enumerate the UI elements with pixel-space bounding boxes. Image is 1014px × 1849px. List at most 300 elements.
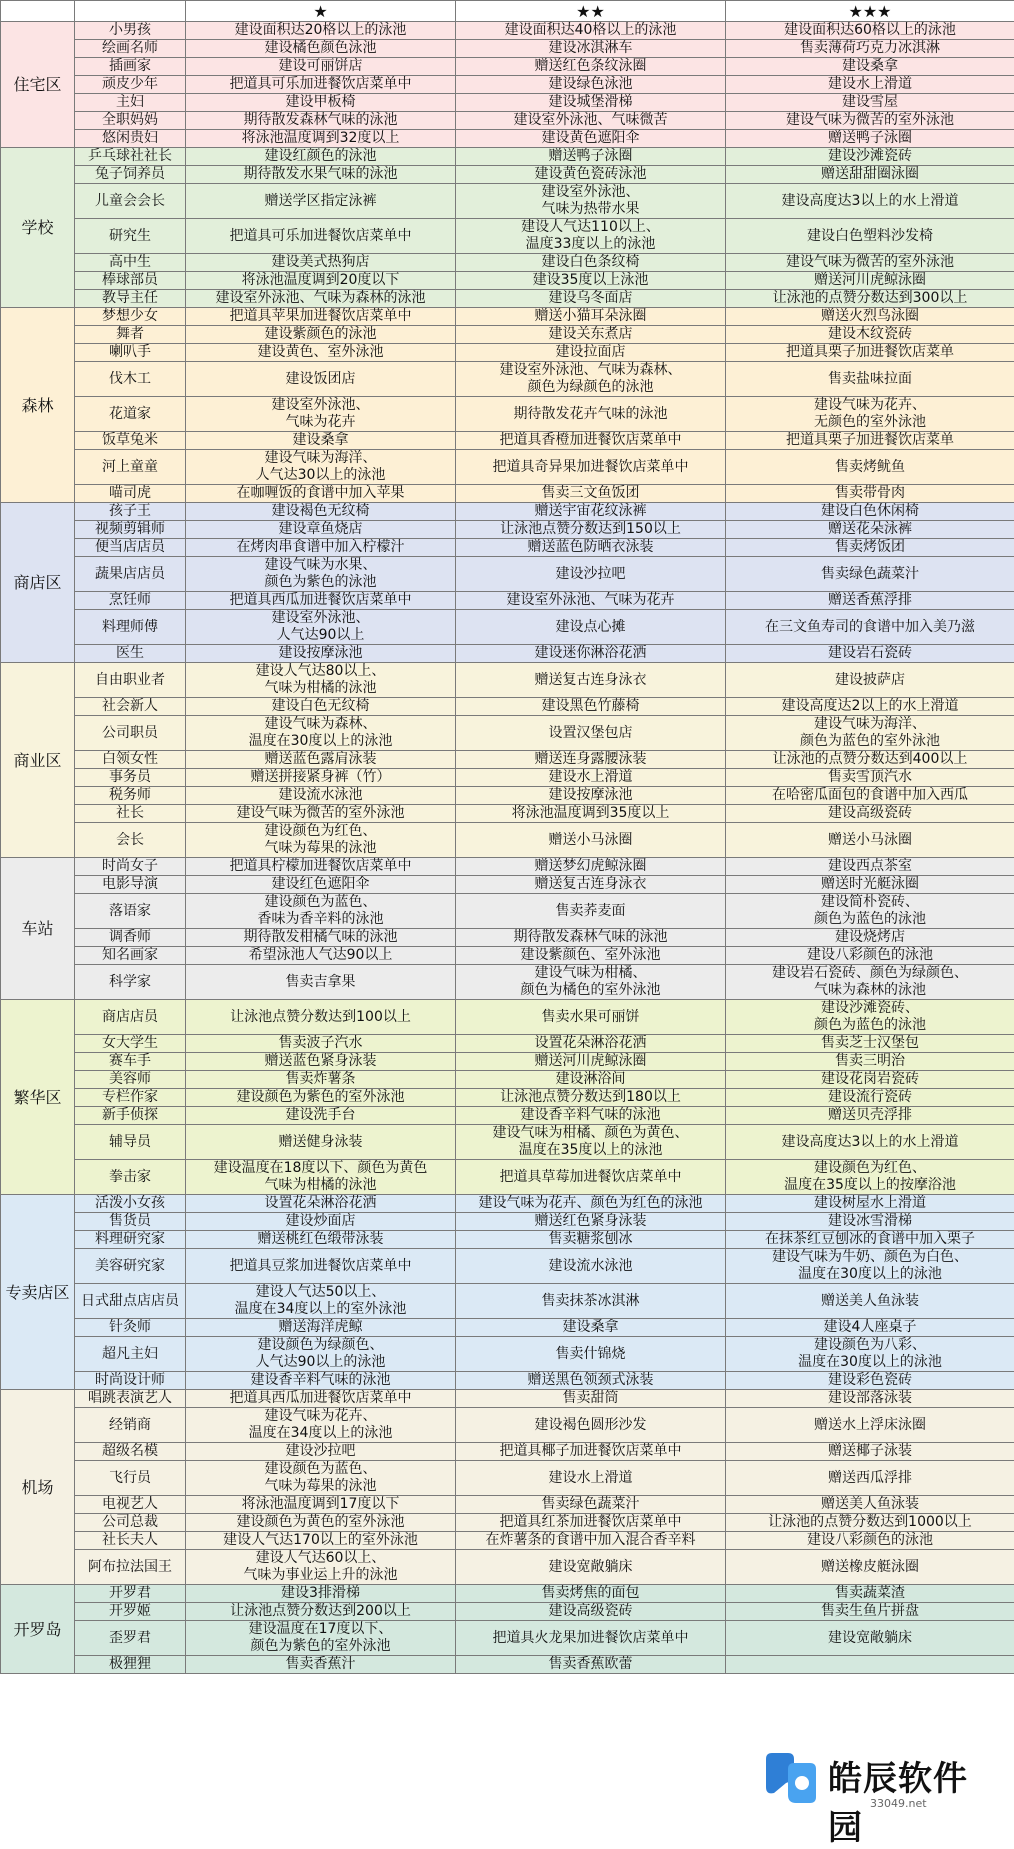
two-star-task: 赠送复古连身泳衣 bbox=[456, 876, 726, 894]
table-row bbox=[1, 1372, 1014, 1390]
three-star-task: 把道具栗子加进餐饮店菜单 bbox=[726, 344, 1014, 362]
three-star-task: 在抹茶红豆刨冰的食谱中加入栗子 bbox=[726, 1231, 1014, 1249]
three-star-task: 建设桑拿 bbox=[726, 58, 1014, 76]
character-name: 辅导员 bbox=[75, 1125, 186, 1160]
table-row bbox=[1, 823, 1014, 858]
area-name: 住宅区 bbox=[1, 22, 75, 148]
header-character bbox=[75, 1, 186, 22]
character-name: 梦想少女 bbox=[75, 308, 186, 326]
two-star-task: 赠送小马泳圈 bbox=[456, 823, 726, 858]
three-star-task: 建设气味为海洋、 颜色为蓝色的室外泳池 bbox=[726, 716, 1014, 751]
character-name: 拳击家 bbox=[75, 1160, 186, 1195]
table-row bbox=[1, 1585, 1014, 1603]
table-row bbox=[1, 805, 1014, 823]
table-row bbox=[1, 308, 1014, 326]
three-star-task: 赠送小马泳圈 bbox=[726, 823, 1014, 858]
two-star-task: 建设冰淇淋车 bbox=[456, 40, 726, 58]
character-name: 电视艺人 bbox=[75, 1496, 186, 1514]
three-star-task: 把道具栗子加进餐饮店菜单 bbox=[726, 432, 1014, 450]
character-name: 棒球部员 bbox=[75, 272, 186, 290]
character-name: 舞者 bbox=[75, 326, 186, 344]
character-name: 社长 bbox=[75, 805, 186, 823]
two-star-task: 赠送蓝色防晒衣泳装 bbox=[456, 539, 726, 557]
character-name: 高中生 bbox=[75, 254, 186, 272]
character-name: 主妇 bbox=[75, 94, 186, 112]
one-star-task: 建设室外泳池、气味为森林的泳池 bbox=[186, 290, 456, 308]
two-star-task: 把道具奇异果加进餐饮店菜单中 bbox=[456, 450, 726, 485]
three-star-task: 售卖烤鱿鱼 bbox=[726, 450, 1014, 485]
character-name: 日式甜点店店员 bbox=[75, 1284, 186, 1319]
one-star-task: 建设洗手台 bbox=[186, 1107, 456, 1125]
one-star-task: 建设流水泳池 bbox=[186, 787, 456, 805]
three-star-task: 建设水上滑道 bbox=[726, 76, 1014, 94]
character-name: 活泼小女孩 bbox=[75, 1195, 186, 1213]
table-row bbox=[1, 1532, 1014, 1550]
table-row bbox=[1, 1443, 1014, 1461]
area-name: 机场 bbox=[1, 1390, 75, 1585]
two-star-task: 赠送梦幻虎鲸泳圈 bbox=[456, 858, 726, 876]
two-star-task: 赠送宇宙花纹泳裤 bbox=[456, 503, 726, 521]
one-star-task: 建设人气达170以上的室外泳池 bbox=[186, 1532, 456, 1550]
one-star-task: 赠送学区指定泳裤 bbox=[186, 184, 456, 219]
table-row bbox=[1, 716, 1014, 751]
three-star-task: 赠送鸭子泳圈 bbox=[726, 130, 1014, 148]
table-row bbox=[1, 344, 1014, 362]
character-name: 料理师傅 bbox=[75, 610, 186, 645]
area-name: 开罗岛 bbox=[1, 1585, 75, 1674]
table-row bbox=[1, 1231, 1014, 1249]
area-name: 森林 bbox=[1, 308, 75, 503]
character-name: 开罗君 bbox=[75, 1585, 186, 1603]
three-star-task: 赠送火烈鸟泳圈 bbox=[726, 308, 1014, 326]
three-star-task: 建设披萨店 bbox=[726, 663, 1014, 698]
table-row bbox=[1, 1621, 1014, 1656]
one-star-task: 建设颜色为绿颜色、 人气达90以上的泳池 bbox=[186, 1337, 456, 1372]
one-star-task: 把道具西瓜加进餐饮店菜单中 bbox=[186, 1390, 456, 1408]
one-star-task: 期待散发柑橘气味的泳池 bbox=[186, 929, 456, 947]
two-star-task: 建设水上滑道 bbox=[456, 1461, 726, 1496]
three-star-task: 建设气味为微苦的室外泳池 bbox=[726, 254, 1014, 272]
two-star-task: 建设气味为柑橘、 颜色为橘色的室外泳池 bbox=[456, 965, 726, 1000]
one-star-task: 建设可丽饼店 bbox=[186, 58, 456, 76]
two-star-task: 建设宽敞躺床 bbox=[456, 1550, 726, 1585]
one-star-task: 把道具柠檬加进餐饮店菜单中 bbox=[186, 858, 456, 876]
three-star-task: 赠送时光艇泳圈 bbox=[726, 876, 1014, 894]
one-star-task: 售卖炸薯条 bbox=[186, 1071, 456, 1089]
three-star-task: 在三文鱼寿司的食谱中加入美乃滋 bbox=[726, 610, 1014, 645]
character-name: 孩子王 bbox=[75, 503, 186, 521]
character-name: 专栏作家 bbox=[75, 1089, 186, 1107]
one-star-task: 建设颜色为蓝色、 气味为莓果的泳池 bbox=[186, 1461, 456, 1496]
two-star-task: 赠送红色条纹泳圈 bbox=[456, 58, 726, 76]
one-star-task: 建设温度在17度以下、 颜色为紫色的室外泳池 bbox=[186, 1621, 456, 1656]
three-star-task: 建设高级瓷砖 bbox=[726, 805, 1014, 823]
three-star-task: 建设沙滩瓷砖 bbox=[726, 148, 1014, 166]
table-row bbox=[1, 557, 1014, 592]
character-name: 教导主任 bbox=[75, 290, 186, 308]
three-star-task: 建设颜色为红色、 温度在35度以上的按摩浴池 bbox=[726, 1160, 1014, 1195]
three-star-task: 建设高度达3以上的水上滑道 bbox=[726, 184, 1014, 219]
two-star-task: 让泳池点赞分数达到180以上 bbox=[456, 1089, 726, 1107]
two-star-task: 售卖三文鱼饭团 bbox=[456, 485, 726, 503]
character-name: 电影导演 bbox=[75, 876, 186, 894]
one-star-task: 建设面积达20格以上的泳池 bbox=[186, 22, 456, 40]
character-name: 烹饪师 bbox=[75, 592, 186, 610]
two-star-task: 建设绿色泳池 bbox=[456, 76, 726, 94]
character-name: 极狸狸 bbox=[75, 1656, 186, 1674]
two-star-task: 建设乌冬面店 bbox=[456, 290, 726, 308]
table-row bbox=[1, 1249, 1014, 1284]
header-row bbox=[1, 1, 1014, 22]
two-star-task: 建设气味为柑橘、颜色为黄色、 温度在35度以上的泳池 bbox=[456, 1125, 726, 1160]
header-two-star: ★★ bbox=[456, 1, 726, 22]
character-name: 新手侦探 bbox=[75, 1107, 186, 1125]
two-star-task: 赠送复古连身泳衣 bbox=[456, 663, 726, 698]
area-name: 专卖店区 bbox=[1, 1195, 75, 1390]
character-name: 商店店员 bbox=[75, 1000, 186, 1035]
one-star-task: 让泳池点赞分数达到200以上 bbox=[186, 1603, 456, 1621]
table-row bbox=[1, 1461, 1014, 1496]
character-name: 兔子饲养员 bbox=[75, 166, 186, 184]
two-star-task: 设置汉堡包店 bbox=[456, 716, 726, 751]
character-name: 超凡主妇 bbox=[75, 1337, 186, 1372]
table-row bbox=[1, 1337, 1014, 1372]
two-star-task: 建设白色条纹椅 bbox=[456, 254, 726, 272]
two-star-task: 建设水上滑道 bbox=[456, 769, 726, 787]
header-one-star: ★ bbox=[186, 1, 456, 22]
three-star-task: 建设气味为牛奶、颜色为白色、 温度在30度以上的泳池 bbox=[726, 1249, 1014, 1284]
area-name: 车站 bbox=[1, 858, 75, 1000]
one-star-task: 建设紫颜色的泳池 bbox=[186, 326, 456, 344]
one-star-task: 建设颜色为蓝色、 香味为香辛料的泳池 bbox=[186, 894, 456, 929]
three-star-task: 建设部落泳装 bbox=[726, 1390, 1014, 1408]
table-row bbox=[1, 94, 1014, 112]
table-row bbox=[1, 1071, 1014, 1089]
three-star-task: 建设花岗岩瓷砖 bbox=[726, 1071, 1014, 1089]
area-name: 商业区 bbox=[1, 663, 75, 858]
table-row bbox=[1, 1319, 1014, 1337]
two-star-task: 期待散发花卉气味的泳池 bbox=[456, 397, 726, 432]
one-star-task: 售卖吉拿果 bbox=[186, 965, 456, 1000]
three-star-task: 赠送橡皮艇泳圈 bbox=[726, 1550, 1014, 1585]
one-star-task: 设置花朵淋浴花洒 bbox=[186, 1195, 456, 1213]
one-star-task: 建设温度在18度以下、颜色为黄色 气味为柑橘的泳池 bbox=[186, 1160, 456, 1195]
table-row bbox=[1, 751, 1014, 769]
two-star-task: 建设黑色竹藤椅 bbox=[456, 698, 726, 716]
character-name: 税务师 bbox=[75, 787, 186, 805]
one-star-task: 建设按摩泳池 bbox=[186, 645, 456, 663]
one-star-task: 建设褐色无纹椅 bbox=[186, 503, 456, 521]
table-row bbox=[1, 1089, 1014, 1107]
three-star-task: 让泳池的点赞分数达到1000以上 bbox=[726, 1514, 1014, 1532]
three-star-task: 赠送水上浮床泳圈 bbox=[726, 1408, 1014, 1443]
three-star-task: 建设流行瓷砖 bbox=[726, 1089, 1014, 1107]
two-star-task: 售卖荞麦面 bbox=[456, 894, 726, 929]
one-star-task: 赠送蓝色露肩泳装 bbox=[186, 751, 456, 769]
table-row bbox=[1, 610, 1014, 645]
area-name: 学校 bbox=[1, 148, 75, 308]
one-star-task: 建设红色遮阳伞 bbox=[186, 876, 456, 894]
three-star-task: 让泳池的点赞分数达到300以上 bbox=[726, 290, 1014, 308]
table-row bbox=[1, 894, 1014, 929]
character-name: 针灸师 bbox=[75, 1319, 186, 1337]
two-star-task: 让泳池点赞分数达到150以上 bbox=[456, 521, 726, 539]
character-name: 知名画家 bbox=[75, 947, 186, 965]
three-star-task: 建设简朴瓷砖、 颜色为蓝色的泳池 bbox=[726, 894, 1014, 929]
table-row bbox=[1, 1053, 1014, 1071]
three-star-task: 建设沙滩瓷砖、 颜色为蓝色的泳池 bbox=[726, 1000, 1014, 1035]
one-star-task: 赠送蓝色紧身泳装 bbox=[186, 1053, 456, 1071]
table-row bbox=[1, 521, 1014, 539]
character-name: 全职妈妈 bbox=[75, 112, 186, 130]
character-name: 自由职业者 bbox=[75, 663, 186, 698]
table-row bbox=[1, 148, 1014, 166]
three-star-task: 赠送西瓜浮排 bbox=[726, 1461, 1014, 1496]
character-name: 饭草兔米 bbox=[75, 432, 186, 450]
one-star-task: 建设香辛料气味的泳池 bbox=[186, 1372, 456, 1390]
one-star-task: 售卖波子汽水 bbox=[186, 1035, 456, 1053]
one-star-task: 建设气味为水果、 颜色为紫色的泳池 bbox=[186, 557, 456, 592]
two-star-task: 把道具香橙加进餐饮店菜单中 bbox=[456, 432, 726, 450]
character-name: 美容研究家 bbox=[75, 1249, 186, 1284]
table-row bbox=[1, 592, 1014, 610]
three-star-task: 赠送贝壳浮排 bbox=[726, 1107, 1014, 1125]
table-row bbox=[1, 769, 1014, 787]
two-star-task: 售卖抹茶冰淇淋 bbox=[456, 1284, 726, 1319]
three-star-task: 售卖带骨肉 bbox=[726, 485, 1014, 503]
table-row bbox=[1, 362, 1014, 397]
three-star-task: 售卖生鱼片拼盘 bbox=[726, 1603, 1014, 1621]
one-star-task: 把道具西瓜加进餐饮店菜单中 bbox=[186, 592, 456, 610]
two-star-task: 售卖烤焦的面包 bbox=[456, 1585, 726, 1603]
character-name: 小男孩 bbox=[75, 22, 186, 40]
three-star-task: 赠送美人鱼泳装 bbox=[726, 1496, 1014, 1514]
table-row bbox=[1, 290, 1014, 308]
three-star-task: 售卖雪顶汽水 bbox=[726, 769, 1014, 787]
three-star-task: 赠送河川虎鲸泳圈 bbox=[726, 272, 1014, 290]
three-star-task: 赠送香蕉浮排 bbox=[726, 592, 1014, 610]
two-star-task: 建设流水泳池 bbox=[456, 1249, 726, 1284]
header-three-star: ★★★ bbox=[726, 1, 1014, 22]
two-star-task: 建设迷你淋浴花洒 bbox=[456, 645, 726, 663]
character-name: 伐木工 bbox=[75, 362, 186, 397]
one-star-task: 建设白色无纹椅 bbox=[186, 698, 456, 716]
one-star-task: 建设人气达50以上、 温度在34度以上的室外泳池 bbox=[186, 1284, 456, 1319]
table-row bbox=[1, 876, 1014, 894]
one-star-task: 建设人气达60以上、 气味为事业运上升的泳池 bbox=[186, 1550, 456, 1585]
table-row bbox=[1, 1000, 1014, 1035]
two-star-task: 建设室外泳池、气味微苦 bbox=[456, 112, 726, 130]
three-star-task: 让泳池的点赞分数达到400以上 bbox=[726, 751, 1014, 769]
character-name: 白领女性 bbox=[75, 751, 186, 769]
two-star-task: 建设褐色圆形沙发 bbox=[456, 1408, 726, 1443]
three-star-task: 建设气味为花卉、 无颜色的室外泳池 bbox=[726, 397, 1014, 432]
table-row bbox=[1, 929, 1014, 947]
one-star-task: 建设饭团店 bbox=[186, 362, 456, 397]
two-star-task: 建设气味为花卉、颜色为红色的泳池 bbox=[456, 1195, 726, 1213]
table-row bbox=[1, 58, 1014, 76]
table-row bbox=[1, 219, 1014, 254]
three-star-task: 售卖烤饭团 bbox=[726, 539, 1014, 557]
two-star-task: 售卖甜筒 bbox=[456, 1390, 726, 1408]
three-star-task: 建设八彩颜色的泳池 bbox=[726, 947, 1014, 965]
two-star-task: 建设高级瓷砖 bbox=[456, 1603, 726, 1621]
one-star-task: 建设人气达80以上、 气味为柑橘的泳池 bbox=[186, 663, 456, 698]
watermark-url: 33049.net bbox=[870, 1797, 927, 1810]
character-name: 喇叭手 bbox=[75, 344, 186, 362]
table-row bbox=[1, 432, 1014, 450]
three-star-task: 建设冰雪滑梯 bbox=[726, 1213, 1014, 1231]
two-star-task: 售卖水果可丽饼 bbox=[456, 1000, 726, 1035]
three-star-task: 建设白色塑料沙发椅 bbox=[726, 219, 1014, 254]
table-row bbox=[1, 22, 1014, 40]
character-name: 喵司虎 bbox=[75, 485, 186, 503]
three-star-task: 建设木纹瓷砖 bbox=[726, 326, 1014, 344]
two-star-task: 售卖糖浆刨冰 bbox=[456, 1231, 726, 1249]
three-star-task: 建设面积达60格以上的泳池 bbox=[726, 22, 1014, 40]
table-row bbox=[1, 1514, 1014, 1532]
two-star-task: 把道具椰子加进餐饮店菜单中 bbox=[456, 1443, 726, 1461]
two-star-task: 赠送黑色领颈式泳装 bbox=[456, 1372, 726, 1390]
two-star-task: 把道具火龙果加进餐饮店菜单中 bbox=[456, 1621, 726, 1656]
two-star-task: 售卖什锦烧 bbox=[456, 1337, 726, 1372]
character-name: 顽皮少年 bbox=[75, 76, 186, 94]
one-star-task: 期待散发水果气味的泳池 bbox=[186, 166, 456, 184]
character-name: 女大学生 bbox=[75, 1035, 186, 1053]
table-row bbox=[1, 947, 1014, 965]
character-name: 绘画名师 bbox=[75, 40, 186, 58]
two-star-task: 赠送小猫耳朵泳圈 bbox=[456, 308, 726, 326]
table-row bbox=[1, 1195, 1014, 1213]
table-row bbox=[1, 1603, 1014, 1621]
table-row bbox=[1, 1390, 1014, 1408]
one-star-task: 建设红颜色的泳池 bbox=[186, 148, 456, 166]
table-row bbox=[1, 1160, 1014, 1195]
character-name: 调香师 bbox=[75, 929, 186, 947]
character-name: 飞行员 bbox=[75, 1461, 186, 1496]
one-star-task: 建设美式热狗店 bbox=[186, 254, 456, 272]
table-row bbox=[1, 130, 1014, 148]
character-name: 开罗姬 bbox=[75, 1603, 186, 1621]
two-star-task: 建设香辛料气味的泳池 bbox=[456, 1107, 726, 1125]
table-row bbox=[1, 1550, 1014, 1585]
three-star-task: 售卖绿色蔬菜汁 bbox=[726, 557, 1014, 592]
table-row bbox=[1, 272, 1014, 290]
table-row bbox=[1, 450, 1014, 485]
one-star-task: 建设沙拉吧 bbox=[186, 1443, 456, 1461]
character-name: 悠闲贵妇 bbox=[75, 130, 186, 148]
one-star-task: 把道具豆浆加进餐饮店菜单中 bbox=[186, 1249, 456, 1284]
one-star-task: 建设章鱼烧店 bbox=[186, 521, 456, 539]
table-row bbox=[1, 1125, 1014, 1160]
watermark-name: 皓辰软件园 bbox=[828, 1751, 1002, 1849]
three-star-task: 建设八彩颜色的泳池 bbox=[726, 1532, 1014, 1550]
one-star-task: 赠送健身泳装 bbox=[186, 1125, 456, 1160]
two-star-task: 赠送连身露腰泳装 bbox=[456, 751, 726, 769]
two-star-task: 建设沙拉吧 bbox=[456, 557, 726, 592]
three-star-task: 建设高度达2以上的水上滑道 bbox=[726, 698, 1014, 716]
three-star-task: 建设白色休闲椅 bbox=[726, 503, 1014, 521]
one-star-task: 售卖香蕉汁 bbox=[186, 1656, 456, 1674]
table-row bbox=[1, 858, 1014, 876]
character-name: 乒乓球社社长 bbox=[75, 148, 186, 166]
character-name: 蔬果店店员 bbox=[75, 557, 186, 592]
character-name: 落语家 bbox=[75, 894, 186, 929]
one-star-task: 在咖喱饭的食谱中加入苹果 bbox=[186, 485, 456, 503]
two-star-task: 赠送鸭子泳圈 bbox=[456, 148, 726, 166]
two-star-task: 售卖绿色蔬菜汁 bbox=[456, 1496, 726, 1514]
three-star-task: 赠送花朵泳裤 bbox=[726, 521, 1014, 539]
two-star-task: 建设紫颜色、室外泳池 bbox=[456, 947, 726, 965]
table-row bbox=[1, 166, 1014, 184]
table-row bbox=[1, 326, 1014, 344]
three-star-task: 售卖薄荷巧克力冰淇淋 bbox=[726, 40, 1014, 58]
three-star-task: 建设颜色为八彩、 温度在30度以上的泳池 bbox=[726, 1337, 1014, 1372]
one-star-task: 将泳池温度调到32度以上 bbox=[186, 130, 456, 148]
two-star-task: 建设城堡滑梯 bbox=[456, 94, 726, 112]
one-star-task: 建设3排滑梯 bbox=[186, 1585, 456, 1603]
two-star-task: 建设黄色瓷砖泳池 bbox=[456, 166, 726, 184]
character-name: 经销商 bbox=[75, 1408, 186, 1443]
two-star-task: 赠送红色紧身泳装 bbox=[456, 1213, 726, 1231]
one-star-task: 建设桑拿 bbox=[186, 432, 456, 450]
table-row bbox=[1, 663, 1014, 698]
character-name: 公司职员 bbox=[75, 716, 186, 751]
two-star-task: 建设点心摊 bbox=[456, 610, 726, 645]
one-star-task: 把道具苹果加进餐饮店菜单中 bbox=[186, 308, 456, 326]
character-name: 时尚女子 bbox=[75, 858, 186, 876]
three-star-task: 建设高度达3以上的水上滑道 bbox=[726, 1125, 1014, 1160]
table-row bbox=[1, 1656, 1014, 1674]
character-name: 料理研究家 bbox=[75, 1231, 186, 1249]
three-star-task: 建设岩石瓷砖、颜色为绿颜色、 气味为森林的泳池 bbox=[726, 965, 1014, 1000]
character-name: 社长夫人 bbox=[75, 1532, 186, 1550]
one-star-task: 建设气味为花卉、 温度在34度以上的泳池 bbox=[186, 1408, 456, 1443]
character-name: 歪罗君 bbox=[75, 1621, 186, 1656]
one-star-task: 建设室外泳池、 人气达90以上 bbox=[186, 610, 456, 645]
one-star-task: 建设颜色为紫色的室外泳池 bbox=[186, 1089, 456, 1107]
two-star-task: 建设拉面店 bbox=[456, 344, 726, 362]
table-row bbox=[1, 1408, 1014, 1443]
character-name: 河上童童 bbox=[75, 450, 186, 485]
one-star-task: 建设室外泳池、 气味为花卉 bbox=[186, 397, 456, 432]
table-row bbox=[1, 76, 1014, 94]
two-star-task: 期待散发森林气味的泳池 bbox=[456, 929, 726, 947]
one-star-task: 建设颜色为红色、 气味为莓果的泳池 bbox=[186, 823, 456, 858]
area-name: 商店区 bbox=[1, 503, 75, 663]
one-star-task: 建设甲板椅 bbox=[186, 94, 456, 112]
table-row bbox=[1, 397, 1014, 432]
table-row bbox=[1, 1035, 1014, 1053]
table-row bbox=[1, 485, 1014, 503]
character-name: 美容师 bbox=[75, 1071, 186, 1089]
character-name: 超级名模 bbox=[75, 1443, 186, 1461]
character-name: 便当店店员 bbox=[75, 539, 186, 557]
two-star-task: 建设淋浴间 bbox=[456, 1071, 726, 1089]
character-name: 插画家 bbox=[75, 58, 186, 76]
three-star-task: 赠送椰子泳装 bbox=[726, 1443, 1014, 1461]
two-star-task: 建设35度以上泳池 bbox=[456, 272, 726, 290]
area-name: 繁华区 bbox=[1, 1000, 75, 1195]
one-star-task: 把道具可乐加进餐饮店菜单中 bbox=[186, 76, 456, 94]
three-star-task: 赠送甜甜圈泳圈 bbox=[726, 166, 1014, 184]
table-row bbox=[1, 184, 1014, 219]
one-star-task: 建设气味为森林、 温度在30度以上的泳池 bbox=[186, 716, 456, 751]
character-name: 社会新人 bbox=[75, 698, 186, 716]
watermark-logo bbox=[752, 1739, 1002, 1817]
two-star-task: 建设黄色遮阳伞 bbox=[456, 130, 726, 148]
table-row bbox=[1, 787, 1014, 805]
